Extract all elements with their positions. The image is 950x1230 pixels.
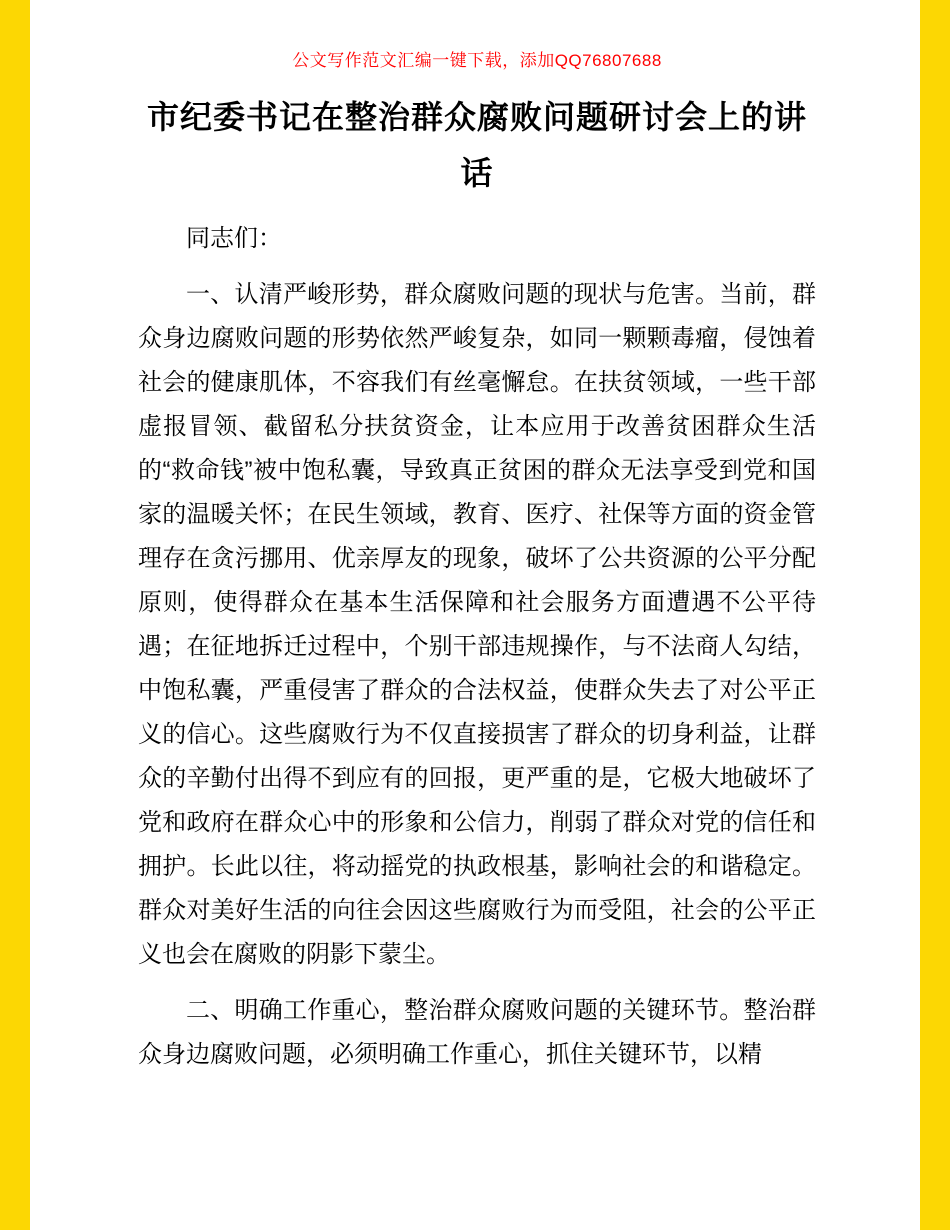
paragraph-section-1: 一、认清严峻形势，群众腐败问题的现状与危害。当前，群众身边腐败问题的形势依然严峻复杂，如同一颗颗毒瘤，侵蚀着社会的健康肌体，不容我们有丝毫懈怠。在扶贫领域，一些干部虚报冒领、截留私分扶贫资金，让本应用于改善贫困群众生活的“救命钱”被中饱私囊，导致真正贫困的群众无法享受到党和国家的温暖关怀；在民生领域，教育、医疗、社保等方面的资金管理存在贪污挪用、优亲厚友的现象，破坏了公共资源的公平分配原则，使得群众在基本生活保障和社会服务方面遭遇不公平待遇；在征地拆迁过程中，个别干部违规操作，与不法商人勾结，中饱私囊，严重侵害了群众的合法权益，使群众失去了对公平正义的信心。这些腐败行为不仅直接损害了群众的切身利益，让群众的辛勤付出得不到应有的回报，更严重的是，它极大地破坏了党和政府在群众心中的形象和公信力，削弱了群众对党的信任和拥护。长此以往，将动摇党的执政根基，影响社会的和谐稳定。群众对美好生活的向往会因这些腐败行为而受阻，社会的公平正义也会在腐败的阴影下蒙尘。 [138, 281, 816, 968]
paragraph-section-2: 二、明确工作重心，整治群众腐败问题的关键环节。整治群众身边腐败问题，必须明确工作重心，抓住关键环节，以精 [138, 997, 816, 1068]
header-promo-notice: 公文写作范文汇编一键下载，添加QQ76807688 [292, 51, 662, 70]
paragraph-salutation: 同志们： [186, 225, 282, 252]
document-sheet [30, 0, 920, 1230]
document-title: 市纪委书记在整治群众腐败问题研讨会上的讲话 [146, 99, 807, 191]
